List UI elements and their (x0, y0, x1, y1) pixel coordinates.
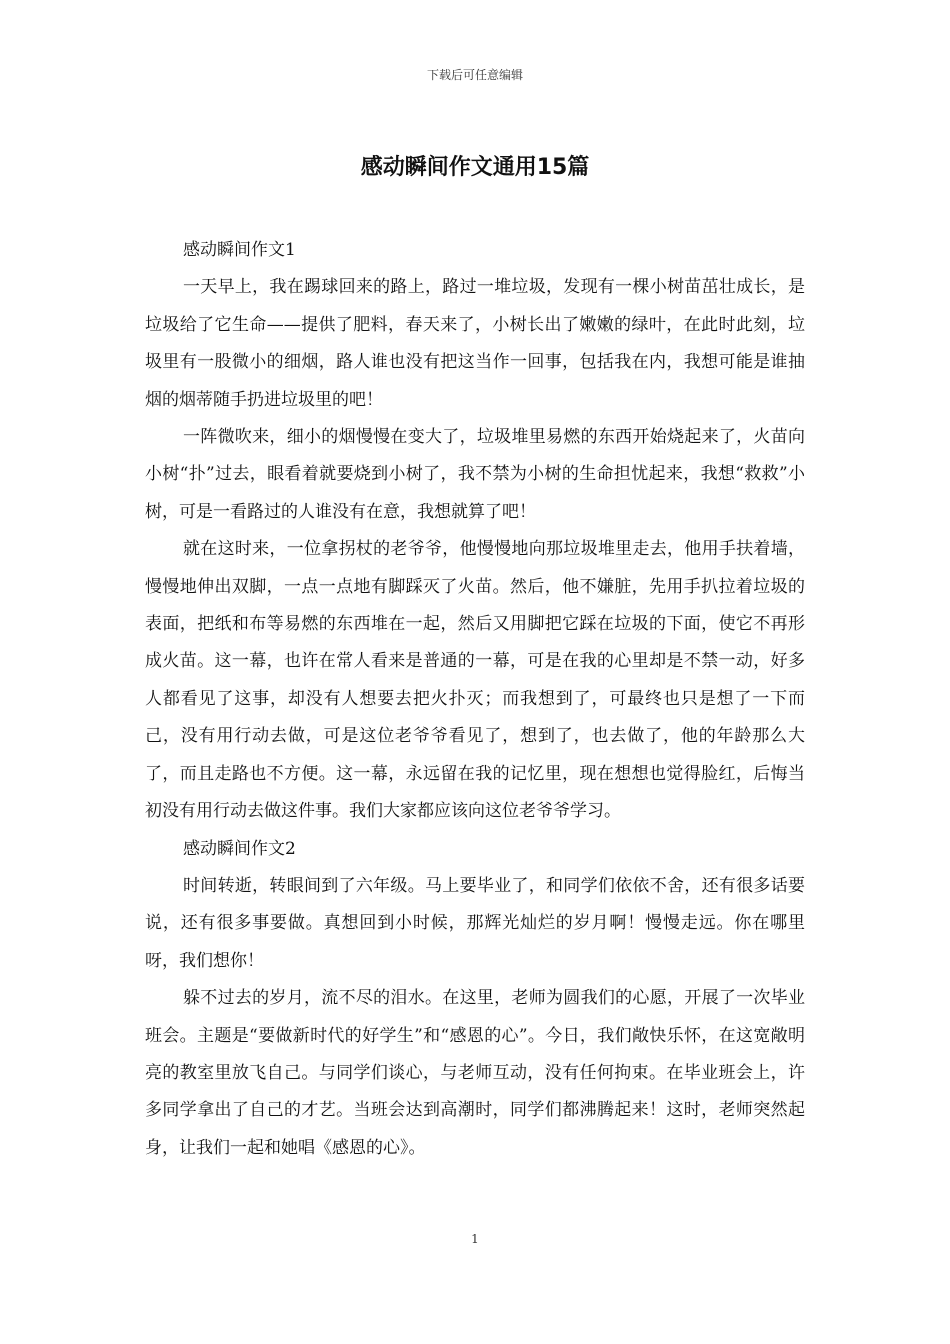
paragraph: 一天早上，我在踢球回来的路上，路过一堆垃圾，发现有一棵小树苗茁壮成长，是垃圾给了它生命——提供了肥料，春天来了，小树长出了嫩嫩的绿叶，在此时此刻，垃圾里有一股微小的细烟，路人谁也没有把这当作一回事，包括我在内，我想可能是谁抽烟的烟蒂随手扔进垃圾里的吧！ (145, 277, 805, 410)
paragraph: 就在这时来，一位拿拐杖的老爷爷，他慢慢地向那垃圾堆里走去，他用手扶着墙，慢慢地伸出双脚，一点一点地有脚踩灭了火苗。然后，他不嫌脏，先用手扒拉着垃圾的表面，把纸和布等易燃的东西堆在一起，然后又用脚把它踩在垃圾的下面，使它不再形成火苗。这一幕，也许在常人看来是普通的一幕，可是在我的心里却是不禁一动，好多人都看见了这事，却没有人想要去把火扑灭；而我想到了，可最终也只是想了一下而己，没有用行动去做，可是这位老爷爷看见了，想到了，也去做了，他的年龄那么大了，而且走路也不方便。这一幕，永远留在我的记忆里，现在想想也觉得脸红，后悔当初没有用行动去做这件事。我们大家都应该向这位老爷爷学习。 (145, 539, 805, 822)
section-heading: 感动瞬间作文2 (183, 838, 296, 859)
paragraph: 躲不过去的岁月，流不尽的泪水。在这里，老师为圆我们的心愿，开展了一次毕业班会。主题是“要做新时代的好学生”和“感恩的心”。今日，我们敞快乐怀，在这宽敞明亮的教室里放飞自己。与同学们谈心，与老师互动，没有任何拘束。在毕业班会上，许多同学拿出了自己的才艺。当班会达到高潮时，同学们都沸腾起来！这时，老师突然起身，让我们一起和她唱《感恩的心》。 (145, 988, 805, 1158)
section-heading: 感动瞬间作文1 (183, 240, 296, 260)
paragraph: 时间转逝，转眼间到了六年级。马上要毕业了，和同学们依依不舍，还有很多话要说，还有很多事要做。真想回到小时候，那辉光灿烂的岁月啊！慢慢走远。你在哪里呀，我们想你！ (145, 875, 805, 971)
document-body (145, 232, 805, 1167)
page-number: 1 (471, 1232, 479, 1246)
header-note: 下载后可任意编辑 (426, 68, 523, 82)
paragraph: 一阵微吹来，细小的烟慢慢在变大了，垃圾堆里易燃的东西开始烧起来了，火苗向小树“扑”过去，眼看着就要烧到小树了，我不禁为小树的生命担忧起来，我想“救救”小树，可是一看路过的人谁没有在意，我想就算了吧！ (145, 427, 805, 522)
document-title: 感动瞬间作文通用15篇 (360, 155, 590, 180)
